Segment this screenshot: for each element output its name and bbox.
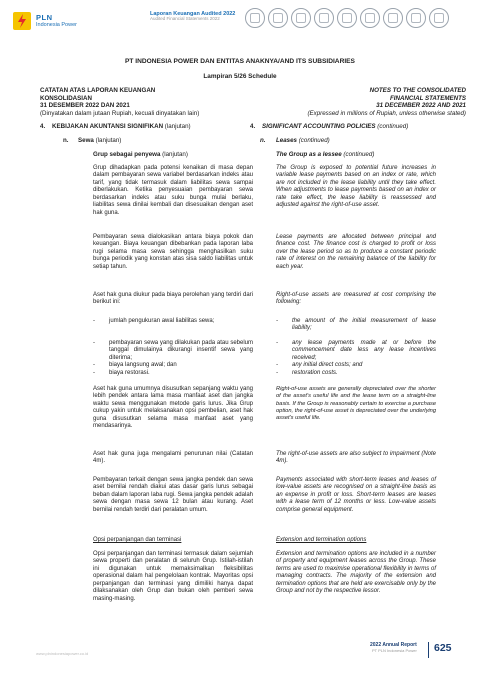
paragraph-en: Lease payments are allocated between principal and finance cost. The finance cost is charged to profit or loss over the lease period so as to produce a constant periodic rate of interest on the remaining balance of the liability for each year.: [276, 234, 436, 270]
list-item: [93, 318, 253, 327]
bullet-dash: -: [93, 362, 95, 368]
list-item-text: the amount of the initial measurement of lease liability;: [292, 318, 436, 332]
list-item-text: jumlah pengukuran awal liabilitas sewa;: [109, 318, 215, 324]
paragraph-id: Pembayaran terkait dengan sewa jangka pendek dan sewa aset bernilai rendah diakui atas dasar garis lurus sebagai beban dalam laporan laba rugi. Sewa jangka pendek adalah sewa dengan masa sewa 12 bulan atau kurang. Aset bernilai rendah terdiri dari peralatan umum.: [93, 477, 253, 513]
paragraph-id: Grup dihadapkan pada potensi kenaikan di masa depan dalam pembayaran sewa variabel berdasarkan indeks atau tarif, yang tidak termasuk dalam liabilitas sewa sampai diberlakukan. Ketika penyesuaian pembayaran sewa berdasarkan indeks atau suku bunga mulai berlaku, liabilitas sewa dinilai kembali dan disesuaikan dengan aset hak guna.: [93, 165, 253, 216]
footer-report-label: [370, 643, 417, 653]
page-number: 625: [434, 642, 452, 654]
section-number: 4.: [250, 123, 256, 130]
report-subtitle: Audited Financial Statements 2022: [150, 16, 220, 22]
list-item: [276, 340, 436, 362]
list-item-text: biaya langsung awal; dan: [109, 362, 177, 368]
list-item-text: biaya restorasi.: [109, 370, 150, 376]
paragraph-id: Aset hak guna umumnya disusutkan sepanjang waktu yang lebih pendek antara lama masa manfaat aset dan jangka waktu sewa menggunakan metode garis lurus. Jika Grup cukup yakin untuk melaksanakan opsi pembelian, aset hak guna disusutkan selama masa manfaat aset yang mendasarinya.: [93, 386, 253, 430]
sdg-goal-icon: [383, 8, 403, 28]
paragraph-id: Opsi perpanjangan dan terminasi termasuk dalam sejumlah sewa properti dan peralatan di seluruh Grup. Istilah-istilah ini digunakan untuk memaksimalkan fleksibilitas operasional dalam hal pengelolaan kontrak. Mayoritas opsi perpanjangan dan terminasi yang dimiliki hanya dapat dilaksanakan oleh Grup dan bukan oleh pemberi sewa masing-masing.: [93, 551, 253, 602]
bullet-dash: -: [93, 370, 95, 376]
subsection-title-id: [78, 137, 121, 144]
paragraph-en: Extension and termination options are included in a number of property and equipment leases across the Group. These terms are used to maximise operational flexibility in terms of managing contracts. The majority of the extension and termination options that are held are exercisable only by the Group and not by the respective lessor.: [276, 551, 436, 595]
subsection-continued: (lanjutan): [95, 137, 122, 144]
paragraph-en: Right-of-use assets are generally depreciated over the shorter of the asset's useful life and the lease term on a straight-line basis. If the Group is reasonably certain to exercise a purchase option, the right-of-use asset is depreciated over the underlying asset's useful life.: [276, 386, 436, 422]
logo-title: PLN: [36, 13, 53, 22]
sdg-goal-icon: [406, 8, 426, 28]
subheading-continued: (lanjutan): [162, 151, 188, 158]
heading-line: KONSOLIDASIAN: [40, 94, 92, 102]
footer-report-subtitle: PT PLN Indonesia Power: [371, 647, 417, 653]
heading-line: CATATAN ATAS LAPORAN KEUANGAN: [40, 87, 156, 94]
sdg-icon-row: [245, 8, 452, 28]
page-header: [0, 0, 480, 42]
footer-report-title: 2022 Annual Report: [370, 642, 417, 648]
heading-line: FINANCIAL STATEMENTS: [390, 94, 466, 102]
subheading-id: [93, 151, 188, 158]
section-title-id: [52, 123, 191, 130]
paragraph-en: Right-of-use assets are measured at cost comprising the following:: [276, 292, 436, 306]
subsection-letter: n.: [63, 137, 69, 144]
subheading-underlined: Extension and termination options: [276, 537, 367, 543]
report-title: Laporan Keuangan Audited 2022: [150, 11, 236, 17]
company-logo: [12, 11, 77, 31]
notes-heading-en: [250, 87, 466, 117]
heading-line: 31 DECEMBER 2022 AND 2021: [376, 102, 466, 110]
pln-lightning-icon: [12, 11, 32, 31]
sdg-goal-icon: [245, 8, 265, 28]
section-number: 4.: [40, 123, 46, 130]
notes-heading-id: [40, 87, 250, 117]
subheading-continued: (continued): [343, 151, 375, 158]
subsection-continued: (continued): [298, 137, 330, 144]
subheading-underlined: Opsi perpanjangan dan terminasi: [93, 537, 182, 543]
subsection-title-text: Leases: [276, 137, 297, 144]
list-item-text: pembayaran sewa yang dilakukan pada atau sebelum tanggal dimulainya dikurangi insentif sewa yang diterima;: [109, 340, 253, 361]
subsection-title-text: Sewa: [78, 137, 94, 144]
bullet-dash: -: [93, 318, 95, 324]
bullet-dash: -: [276, 370, 278, 376]
bullet-dash: -: [276, 362, 278, 368]
bullet-dash: -: [276, 340, 278, 346]
subheading-text: Grup sebagai penyewa: [93, 151, 161, 158]
list-item: [93, 370, 253, 378]
list-item: [93, 362, 253, 370]
section-continued: (continued): [377, 123, 409, 130]
subheading-text: The Group as a lessee: [276, 151, 342, 158]
paragraph-id: Aset hak guna juga mengalami penurunan nilai (Catatan 4m).: [93, 451, 253, 465]
heading-line: 31 DESEMBER 2022 DAN 2021: [40, 102, 130, 110]
bullet-dash: -: [93, 340, 95, 346]
section-title-text: SIGNIFICANT ACCOUNTING POLICIES: [262, 123, 376, 130]
sdg-goal-icon: [291, 8, 311, 28]
sdg-goal-icon: [337, 8, 357, 28]
logo-subtitle: Indonesia Power: [36, 21, 77, 28]
section-title-text: KEBIJAKAN AKUNTANSI SIGNIFIKAN: [52, 123, 164, 130]
paragraph-en: The right-of-use assets are also subject to impairment (Note 4m).: [276, 451, 436, 465]
schedule-label: Lampiran 5/26 Schedule: [203, 73, 277, 80]
sdg-goal-icon: [360, 8, 380, 28]
paragraph-id: Pembayaran sewa dialokasikan antara biaya pokok dan keuangan. Biaya keuangan dibebankan pada laporan laba rugi selama masa sewa sehingga menghasilkan suku bunga periodik yang konstan atas sisa saldo liabilitas untuk setiap tahun.: [93, 234, 253, 270]
subheading-en: [276, 151, 374, 158]
heading-line: NOTES TO THE CONSOLIDATED: [369, 87, 466, 94]
paragraph-id: Aset hak guna diukur pada biaya perolehan yang terdiri dari berikut ini:: [93, 292, 253, 306]
paragraph-en: The Group is exposed to potential future increases in variable lease payments based on an index or rate, which are not included in the lease liability until they take effect. When adjustments to lease payments based on an index or rate take effect, the lease liability is reassessed and adjusted against the right-of-use asset.: [276, 165, 436, 209]
list-item-text: any lease payments made at or before the commencement date less any lease incentives received;: [292, 340, 436, 361]
subsection-title-en: [276, 137, 330, 144]
section-title-en: [262, 123, 408, 130]
subsection-letter: n.: [260, 137, 266, 144]
website-url: www.plnindonesiapower.co.id: [36, 651, 89, 656]
sdg-goal-icon: [268, 8, 288, 28]
sdg-goal-icon: [314, 8, 334, 28]
company-title: PT INDONESIA POWER DAN ENTITAS ANAKNYA/AND ITS SUBSIDIARIES: [125, 58, 355, 65]
heading-note: (Dinyatakan dalam jutaan Rupiah, kecuali dinyatakan lain): [40, 109, 200, 117]
footer-divider: [428, 642, 429, 658]
list-item: [276, 318, 436, 334]
list-item: [276, 370, 436, 378]
paragraph-en: Payments associated with short-term leases and leases of low-value assets are recognised on a straight-line basis as an expense in profit or loss. Short-term leases are leases with a lease term of 12 months or less. Low-value assets comprise general equipment.: [276, 477, 436, 513]
list-item-text: restoration costs.: [292, 370, 338, 376]
sdg-goal-icon: [429, 8, 449, 28]
section-continued: (lanjutan): [164, 123, 191, 130]
bullet-dash: -: [276, 318, 278, 324]
heading-note: (Expressed in millions of Rupiah, unless otherwise stated): [307, 109, 466, 117]
list-item-text: any initial direct costs; and: [292, 362, 363, 368]
list-item: [93, 340, 253, 362]
list-item: [276, 362, 436, 370]
